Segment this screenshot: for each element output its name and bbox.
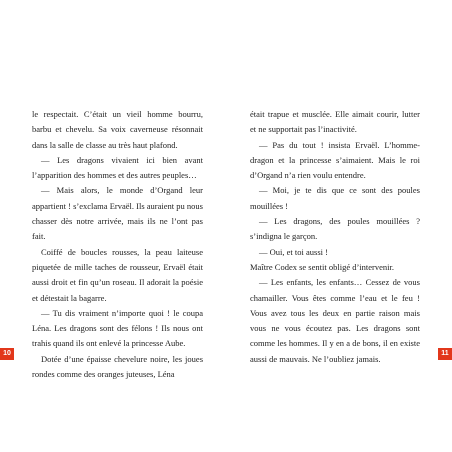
paragraph: Coiffé de boucles rousses, la peau laiteuse piquetée de mille taches de rousseur, Ervaël était aussi droit et fin qu’un roseau. Il adorait la poésie et détestait la bagarre.	[32, 246, 203, 303]
page-number-left: 10	[0, 348, 14, 360]
page-number-right: 11	[438, 348, 452, 360]
paragraph: Dotée d’une épaisse chevelure noire, les joues rondes comme des oranges juteuses, Léna	[32, 353, 203, 380]
paragraph: était trapue et musclée. Elle aimait courir, lutter et ne supportait pas l’inactivité.	[250, 109, 420, 135]
paragraph: — Les dragons, des poules mouillées ? s’indigna le garçon.	[250, 216, 420, 242]
paragraph: — Moi, je te dis que ce sont des poules mouillées !	[250, 185, 420, 211]
paragraph: le respectait. C’était un vieil homme bourru, barbu et chevelu. Sa voix caverneuse résonnait dans la salle de classe au très haut plafond.	[32, 109, 203, 150]
right-page-text	[250, 107, 420, 367]
paragraph: — Les enfants, les enfants… Cessez de vous chamailler. Vous êtes comme l’eau et le feu ! Vous avez tous les deux en partie raison mais vous ne vous écoutez pas. Les dragons sont comme les hommes. Il y en a de bons, il en existe aussi de mauvais. Ne l’oubliez jamais.	[250, 277, 420, 364]
paragraph: Maître Codex se sentit obligé d’intervenir.	[250, 261, 394, 272]
paragraph: — Tu dis vraiment n’importe quoi ! le coupa Léna. Les dragons sont des félons ! Ils nous ont trahis quand ils ont enlevé la princesse Aube.	[32, 307, 203, 349]
paragraph: — Les dragons vivaient ici bien avant l’apparition des hommes et des autres peuples…	[32, 154, 203, 181]
paragraph: — Pas du tout ! insista Ervaël. L’homme-dragon et la princesse s’aimaient. Mais le roi d’Organd n’a rien voulu entendre.	[250, 139, 420, 181]
left-page-text	[32, 107, 203, 382]
paragraph: — Oui, et toi aussi !	[259, 246, 328, 257]
paragraph: — Mais alors, le monde d’Organd leur appartient ! s’exclama Ervaël. Ils auraient pu nous chasser dès notre arrivée, mais ils ne l’ont pas fait.	[32, 185, 203, 242]
